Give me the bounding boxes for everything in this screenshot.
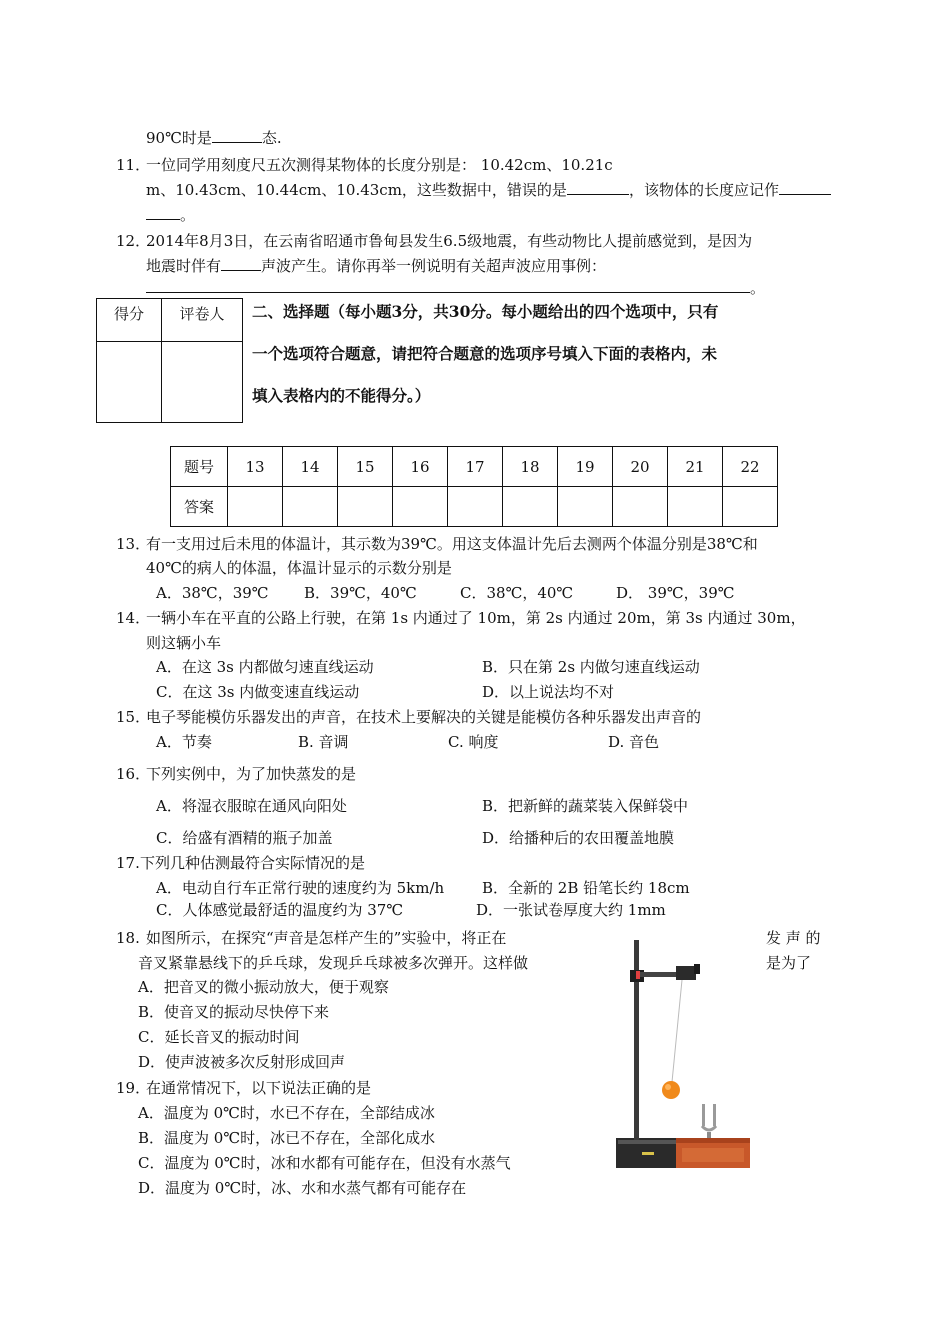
q10-tail: 90℃时是 态. [146, 129, 282, 147]
q11-number: 11． [116, 156, 151, 174]
q17-option-c[interactable]: C．人体感觉最舒适的温度约为 37℃ [156, 901, 404, 919]
answer-cell[interactable] [228, 487, 283, 527]
q18-option-a[interactable]: A．把音叉的微小振动放大，便于观察 [138, 978, 389, 996]
question-number-cell: 20 [613, 447, 668, 487]
q12-line3: 。 [146, 278, 765, 298]
clamp-holder [676, 966, 696, 980]
answer-cell[interactable] [283, 487, 338, 527]
q14-line2: 则这辆小车 [146, 634, 222, 652]
q13-line2: 40℃的病人的体温，体温计显示的示数分别是 [146, 559, 452, 577]
question-number-cell: 16 [393, 447, 448, 487]
q12-number: 12． [116, 232, 151, 250]
grader-label: 评卷人 [162, 299, 243, 342]
q13-option-c[interactable]: C．38℃，40℃ [460, 584, 574, 602]
q13-option-d[interactable]: D． 39℃，39℃ [616, 584, 735, 602]
q18-line2a: 音叉紧靠悬线下的乒乓球，发现乒乓球被多次弹开。这样做 [138, 954, 529, 972]
resonance-box-top [676, 1138, 750, 1143]
answer-table [170, 446, 778, 527]
answer-table-answer-label: 答案 [171, 487, 228, 527]
section2-title-line3: 填入表格内的不能得分。） [252, 386, 431, 405]
q18-line2b: 是为了 [766, 954, 812, 972]
question-number-cell: 19 [558, 447, 613, 487]
section2-title-line2: 一个选项符合题意，请把符合题意的选项序号填入下面的表格内，未 [252, 344, 718, 363]
q18-option-b[interactable]: B．使音叉的振动尽快停下来 [138, 1003, 330, 1021]
q15-line1: 电子琴能模仿乐器发出的声音，在技术上要解决的关键是能模仿各种乐器发出声音的 [146, 708, 702, 726]
score-box [96, 298, 243, 423]
q16-number: 16． [116, 765, 151, 783]
q16-line1: 下列实例中，为了加快蒸发的是 [146, 765, 357, 783]
answer-cell[interactable] [613, 487, 668, 527]
q15-number: 15． [116, 708, 151, 726]
grader-cell[interactable] [162, 342, 243, 423]
q11-blank-length[interactable] [779, 180, 831, 195]
q19-line1: 在通常情况下，以下说法正确的是 [146, 1079, 372, 1097]
tuning-fork-bend [702, 1126, 716, 1130]
q16-option-d[interactable]: D．给播种后的农田覆盖地膜 [482, 829, 675, 847]
q16-option-c[interactable]: C．给盛有酒精的瓶子加盖 [156, 829, 333, 847]
q19-option-c[interactable]: C．温度为 0℃时，冰和水都有可能存在，但没有水蒸气 [138, 1154, 511, 1172]
answer-cell[interactable] [503, 487, 558, 527]
stand-base-label [642, 1152, 654, 1155]
q12-line1: 2014年8月3日，在云南省昭通市鲁甸县发生6.5级地震，有些动物比人提前感觉到，是因为 [146, 232, 753, 250]
q13-option-b[interactable]: B．39℃，40℃ [304, 584, 417, 602]
q13-option-a[interactable]: A．38℃，39℃ [156, 584, 269, 602]
q11-line1: 一位同学用刻度尺五次测得某物体的长度分别是： 10.42cm、10.21c [146, 156, 613, 174]
question-number-cell: 17 [448, 447, 503, 487]
tuning-fork-experiment-figure [610, 926, 762, 1174]
ping-pong-ball [662, 1081, 680, 1099]
q11-blank-error[interactable] [567, 180, 629, 195]
q19-option-b[interactable]: B．温度为 0℃时，冰已不存在，全部化成水 [138, 1129, 436, 1147]
answer-cell[interactable] [558, 487, 613, 527]
q19-option-a[interactable]: A．温度为 0℃时，水已不存在，全部结成冰 [138, 1104, 435, 1122]
q16-option-a[interactable]: A．将湿衣服晾在通风向阳处 [156, 797, 347, 815]
q10-blank[interactable] [212, 128, 262, 143]
answer-cell[interactable] [668, 487, 723, 527]
clamp-screw [636, 971, 640, 979]
answer-cell[interactable] [393, 487, 448, 527]
q19-number: 19． [116, 1079, 151, 1097]
q16-option-b[interactable]: B．把新鲜的蔬菜装入保鲜袋中 [482, 797, 689, 815]
q14-number: 14． [116, 609, 151, 627]
q12-line2: 地震时伴有 声波产生。请你再举一例说明有关超声波应用事例： [146, 257, 607, 275]
q15-option-a[interactable]: A．节奏 [156, 733, 212, 751]
question-number-cell: 13 [228, 447, 283, 487]
answer-table-header-label: 题号 [171, 447, 228, 487]
q17-option-b[interactable]: B．全新的 2B 铅笔长约 18cm [482, 879, 690, 897]
question-number-cell: 15 [338, 447, 393, 487]
q17-option-a[interactable]: A．电动自行车正常行驶的速度约为 5km/h [156, 879, 445, 897]
question-number-cell: 21 [668, 447, 723, 487]
answer-cell[interactable] [448, 487, 503, 527]
q15-option-d[interactable]: D. 音色 [608, 733, 660, 751]
q18-line1a: 如图所示，在探究“声音是怎样产生的”实验中，将正在 [146, 929, 507, 947]
stand-base-highlight [618, 1140, 676, 1144]
q11-line2: m、10.43cm、10.44cm、10.43cm，这些数据中，错误的是 ，该物体的长度应记作 [146, 180, 831, 200]
question-number-cell: 22 [723, 447, 778, 487]
ball-highlight [665, 1084, 671, 1090]
question-number-cell: 18 [503, 447, 558, 487]
score-label: 得分 [97, 299, 162, 342]
q18-option-c[interactable]: C．延长音叉的振动时间 [138, 1028, 300, 1046]
clamp-knob [694, 964, 700, 974]
q17-option-d[interactable]: D．一张试卷厚度大约 1mm [476, 901, 666, 919]
q14-option-c[interactable]: C．在这 3s 内做变速直线运动 [156, 683, 360, 701]
q19-option-d[interactable]: D．温度为 0℃时，冰、水和水蒸气都有可能存在 [138, 1179, 467, 1197]
q14-option-d[interactable]: D．以上说法均不对 [482, 683, 615, 701]
answer-cell[interactable] [338, 487, 393, 527]
q14-option-b[interactable]: B．只在第 2s 内做匀速直线运动 [482, 658, 700, 676]
tuning-fork-tine-right [713, 1104, 716, 1126]
answer-cell[interactable] [723, 487, 778, 527]
q14-line1: 一辆小车在平直的公路上行驶，在第 1s 内通过了 10m，第 2s 内通过 20m，第 3s 内通过 30m， [146, 609, 806, 627]
score-cell[interactable] [97, 342, 162, 423]
q15-option-c[interactable]: C. 响度 [448, 733, 499, 751]
q12-blank-example[interactable] [146, 278, 750, 293]
q13-line1: 有一支用过后未甩的体温计，其示数为39℃。用这支体温计先后去测两个体温分别是38℃和 [146, 535, 758, 553]
q11-blank-length-cont[interactable] [146, 205, 180, 220]
resonance-box-face [682, 1148, 744, 1162]
question-number-cell: 14 [283, 447, 338, 487]
tuning-fork-tine-left [702, 1104, 705, 1126]
suspension-thread [672, 980, 682, 1082]
q18-line1b: 发 声 的 [766, 929, 821, 947]
q13-number: 13． [116, 535, 151, 553]
q17-line1: 下列几种估测最符合实际情况的是 [140, 854, 366, 872]
q14-option-a[interactable]: A．在这 3s 内都做匀速直线运动 [156, 658, 374, 676]
section2-title-line1: 二、选择题（每小题3分，共30分。每小题给出的四个选项中，只有 [252, 302, 719, 321]
q15-option-b[interactable]: B. 音调 [298, 733, 349, 751]
q11-line3: 。 [146, 205, 195, 225]
q17-number: 17. [116, 854, 140, 872]
q18-number: 18. [116, 929, 140, 947]
q12-blank-type[interactable] [221, 256, 261, 271]
q18-option-d[interactable]: D．使声波被多次反射形成回声 [138, 1053, 346, 1071]
